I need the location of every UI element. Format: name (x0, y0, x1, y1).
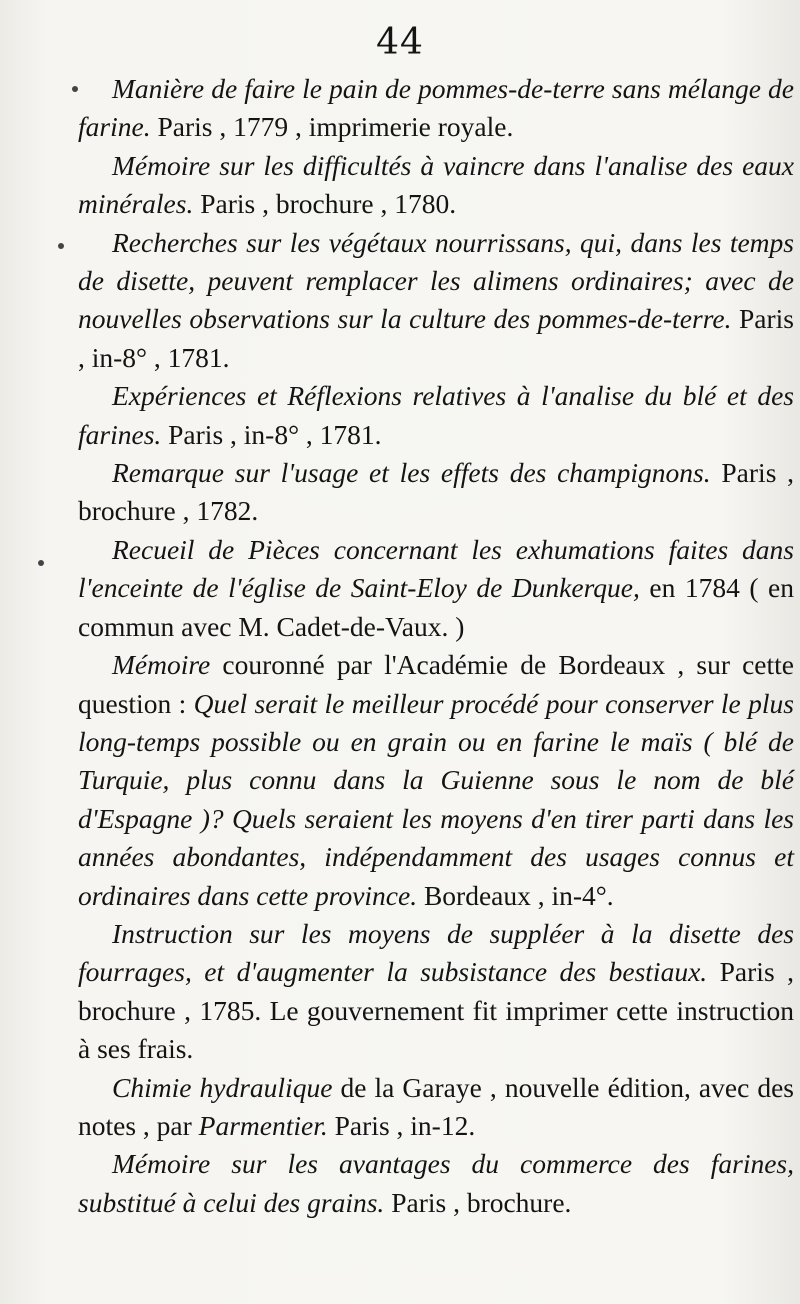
entry-details: Paris , brochure , 1785. Le gouvernement fit imprimer cette instruction à ses frais. (78, 956, 794, 1065)
bibliography-entry (78, 70, 794, 147)
entry-details: Paris , brochure. (391, 1186, 572, 1218)
bibliography-entry (78, 377, 794, 454)
bibliography-entry (78, 1145, 794, 1222)
entry-details: Paris , brochure , 1782. (78, 457, 795, 527)
entry-title: Chimie hydraulique (112, 1071, 333, 1103)
margin-mark (38, 560, 44, 566)
entry-question: Quel serait le meilleur procédé pour conserver le plus long-temps possible ou en grain ou en farine le maïs ( blé de Turquie, plus connu dans la Guienne sous le nom de blé d'Espagne )? Quels seraient les moyens d'en tirer parti dans les années abondantes, indépendamment des usages connus et ordinaires dans cette province. (78, 687, 794, 911)
bibliography-entry (78, 1069, 794, 1146)
bibliography-entry (78, 147, 794, 224)
entry-details-intro: de la Garaye , nouvelle édition, avec des notes , par (78, 1071, 795, 1141)
entry-details: Paris , 1779 , imprimerie royale. (157, 111, 514, 143)
entry-title: Manière de faire le pain de pommes-de-terre sans mélange de farine. (78, 73, 794, 143)
entry-title: Mémoire sur les avantages du commerce des farines, substitué à celui des grains. (78, 1148, 794, 1218)
margin-mark (58, 243, 64, 249)
entry-details-intro: couronné par l'Académie de Bordeaux , sur cette question : (78, 649, 794, 719)
bibliography-entry (78, 531, 794, 646)
entry-title: Instruction sur les moyens de suppléer à la disette des fourrages, et d'augmenter la subsistance des bestiaux. (78, 917, 794, 988)
entry-details: Paris , brochure , 1780. (200, 188, 457, 220)
entry-details: en 1784 ( en commun avec M. Cadet-de-Vaux. ) (78, 572, 795, 642)
entry-author: Parmentier. (198, 1109, 328, 1141)
entry-title: Mémoire sur les difficultés à vaincre dans l'analise des eaux minérales. (78, 149, 794, 220)
bibliography-entry (78, 915, 794, 1069)
entry-title: Recueil de Pièces concernant les exhumations faites dans l'enceinte de l'église de Saint-Eloy de Dunkerque, (78, 533, 794, 604)
page-number: 44 (376, 22, 424, 63)
entry-details: Paris , in-8° , 1781. (168, 418, 382, 450)
entry-title: Remarque sur l'usage et les effets des champignons. (112, 457, 711, 489)
entry-details: Bordeaux , in-4°. (423, 879, 614, 911)
bibliography-list (78, 70, 794, 1222)
entry-title: Expériences et Réflexions relatives à l'analise du blé et des farines. (78, 380, 794, 450)
entry-details: Paris , in-12. (334, 1109, 476, 1141)
bibliography-entry (78, 224, 794, 378)
entry-title: Mémoire (112, 649, 211, 681)
entry-details: Paris , in-8° , 1781. (78, 303, 794, 373)
bibliography-entry (78, 646, 794, 915)
entry-title: Recherches sur les végétaux nourrissans, qui, dans les temps de disette, peuvent remplacer les alimens ordinaires; avec de nouvelles observations sur la culture des pommes-de-terre. (78, 226, 794, 335)
bibliography-entry (78, 454, 794, 531)
